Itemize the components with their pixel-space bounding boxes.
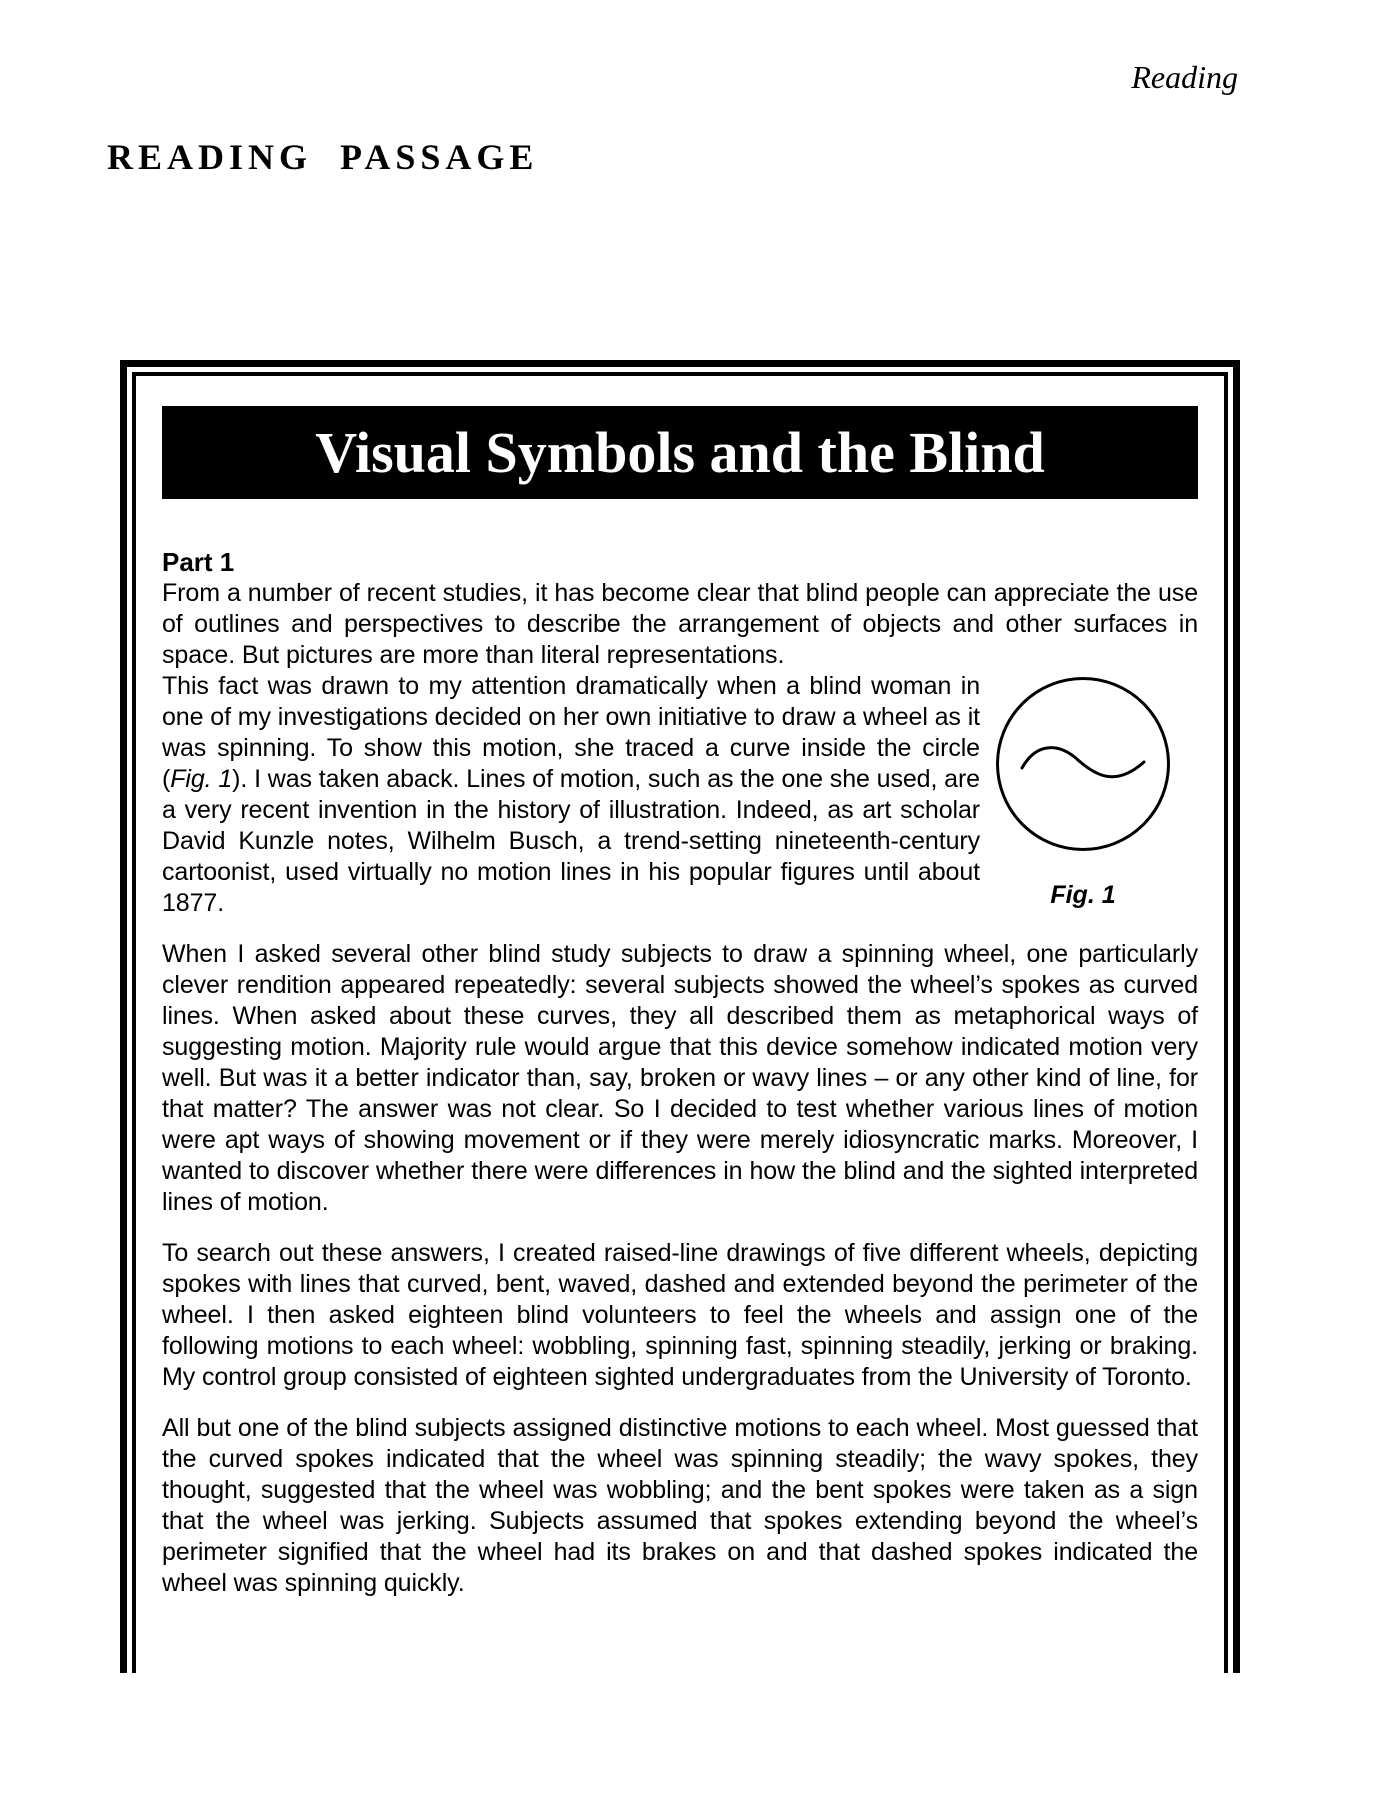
paragraph-1-intro: From a number of recent studies, it has become clear that blind people can appreciate the use of outlines and perspectives to describe the arrangement of objects and other surfaces in space. But pictures are more than literal representations. [162, 579, 1198, 669]
passage-title: Visual Symbols and the Blind [315, 420, 1045, 485]
paragraph-1-continued [162, 671, 980, 919]
figure-1 [990, 675, 1176, 910]
figure-reference: Fig. 1 [170, 765, 233, 793]
paragraph-3: To search out these answers, I created raised-line drawings of five different wheels, depicting spokes with lines that curved, bent, waved, dashed and extended beyond the perimeter of the wheel. I then asked eighteen blind volunteers to feel the wheels and assign one of the following motions to each wheel: wobbling, spinning fast, spinning steadily, jerking or braking. My control group consisted of eighteen sighted undergraduates from the University of Toronto. [162, 1239, 1198, 1391]
paragraph-4: All but one of the blind subjects assigned distinctive motions to each wheel. Most guessed that the curved spokes indicated that the wheel was spinning steadily; the wavy spokes, they thought, suggested that the wheel was wobbling; and the bent spokes were taken as a sign that the wheel was jerking. Subjects assumed that spokes extending beyond the wheel’s perimeter signified that the wheel had its brakes on and that dashed spokes indicated the wheel was spinning quickly. [162, 1414, 1198, 1597]
part-label: Part 1 [162, 547, 235, 577]
paragraph-1-wrap-row [162, 671, 1198, 919]
passage-box-inner [132, 372, 1228, 1673]
paragraph-2: When I asked several other blind study subjects to draw a spinning wheel, one particularly clever rendition appeared repeatedly: several subjects showed the wheel’s spokes as curved lines. When asked about these curves, they all described them as metaphorical ways of suggesting motion. Majority rule would argue that this device somehow indicated motion very well. But was it a better indicator than, say, broken or wavy lines – or any other kind of line, for that matter? The answer was not clear. So I decided to test whether various lines of motion were apt ways of showing movement or if they were merely idiosyncratic marks. Moreover, I wanted to discover whether there were differences in how the blind and the sighted interpreted lines of motion. [162, 940, 1198, 1216]
passage-box [120, 360, 1240, 1673]
section-heading: READING PASSAGE [107, 137, 539, 177]
figure-1-caption: Fig. 1 [1050, 881, 1116, 909]
paragraph-1-text-pre: This fact was drawn to my attention dramatically when a blind woman in one of my investigations decided on her own initiative to draw a wheel as it was spinning. To show this motion, she traced a curve inside the circle ( [162, 672, 980, 793]
spinning-wheel-motion-drawing [994, 675, 1172, 853]
running-header: Reading [1131, 59, 1238, 95]
passage-content [162, 547, 1198, 1599]
paragraph-1-text-post: ). I was taken aback. Lines of motion, such as the one she used, are a very recent invention in the history of illustration. Indeed, as art scholar David Kunzle notes, Wilhelm Busch, a trend-setting nineteenth-century cartoonist, used virtually no motion lines in his popular figures until about 1877. [162, 765, 980, 917]
passage-title-banner [162, 406, 1198, 499]
